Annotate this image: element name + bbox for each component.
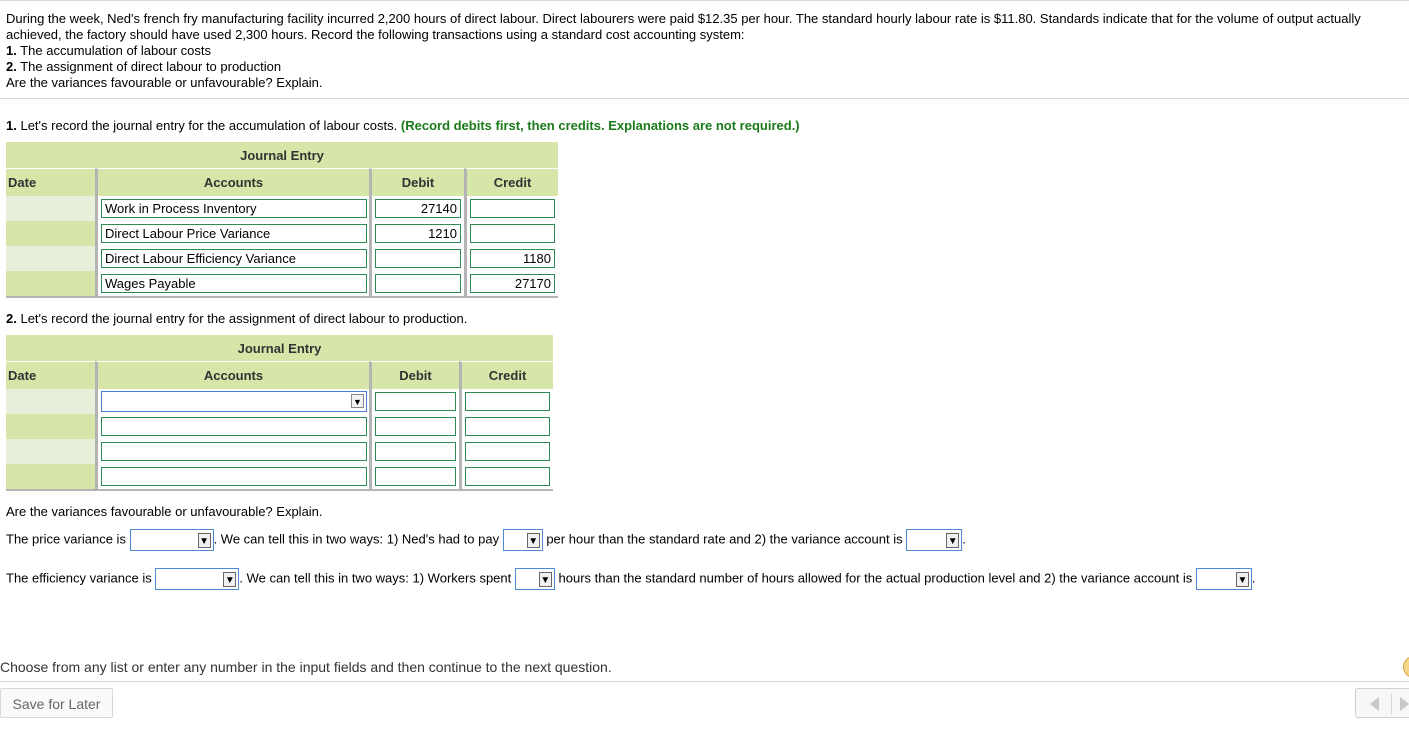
journal-entry-title: Journal Entry (6, 142, 558, 168)
debit-field[interactable] (375, 249, 461, 268)
debit-field[interactable]: 27140 (375, 199, 461, 218)
part-number: 1. (6, 118, 17, 133)
accounts-header: Accounts (95, 168, 369, 196)
journal-row (6, 196, 558, 221)
journal-entry-title: Journal Entry (6, 335, 553, 361)
credit-header: Credit (459, 361, 553, 389)
journal-row (6, 221, 558, 246)
debit-header: Debit (369, 168, 464, 196)
journal-row (6, 246, 558, 271)
credit-field[interactable]: 27170 (470, 274, 555, 293)
part2-prompt-text: Let's record the journal entry for the assignment of direct labour to production. (20, 311, 468, 326)
triangle-down-icon: ▼ (527, 533, 540, 548)
item-text: The accumulation of labour costs (20, 43, 212, 58)
credit-field[interactable] (465, 392, 550, 411)
top-divider (0, 0, 1409, 1)
triangle-down-icon: ▼ (946, 533, 959, 548)
save-for-later-button[interactable]: Save for Later (0, 688, 113, 718)
debit-field[interactable]: 1210 (375, 224, 461, 243)
section-divider (0, 98, 1409, 99)
part-number: 2. (6, 311, 17, 326)
price-text-c: per hour than the standard rate and 2) the variance account is (546, 531, 903, 547)
triangle-down-icon: ▼ (223, 572, 236, 587)
part1-prompt-text: Let's record the journal entry for the accumulation of labour costs. (20, 118, 398, 133)
item-number: 1. (6, 43, 17, 58)
price-account-select[interactable] (906, 529, 962, 551)
account-select[interactable] (101, 391, 367, 412)
price-variance-line (6, 529, 966, 551)
hours-more-fewer-select[interactable] (515, 568, 555, 590)
part3-question: Are the variances favourable or unfavourable? Explain. (6, 504, 323, 519)
eff-text-d: . (1251, 570, 1256, 586)
date-cell (6, 221, 95, 246)
help-icon[interactable] (1403, 656, 1409, 678)
debit-header: Debit (369, 361, 459, 389)
efficiency-variance-select[interactable] (155, 568, 239, 590)
account-field[interactable]: Work in Process Inventory (101, 199, 367, 218)
footer-divider (0, 681, 1409, 682)
debit-field[interactable] (375, 417, 456, 436)
footer-message: Choose from any list or enter any number in the input fields and then continue to the next question. (0, 659, 612, 675)
price-variance-select[interactable] (130, 529, 214, 551)
date-cell (6, 246, 95, 271)
credit-field[interactable] (465, 442, 550, 461)
price-text-a: The price variance is (6, 531, 126, 547)
efficiency-account-select[interactable] (1196, 568, 1252, 590)
debit-field[interactable] (375, 467, 456, 486)
date-cell (6, 271, 95, 298)
account-field[interactable]: Wages Payable (101, 274, 367, 293)
date-header: Date (6, 361, 95, 389)
credit-field[interactable] (465, 467, 550, 486)
question-nav (1355, 688, 1409, 718)
triangle-down-icon: ▼ (198, 533, 211, 548)
triangle-left-icon[interactable] (1370, 697, 1379, 711)
journal-entry-table-1 (6, 142, 558, 298)
journal-row (6, 389, 553, 414)
eff-text-c: hours than the standard number of hours allowed for the actual production level and 2) the variance account is (558, 570, 1193, 586)
date-cell (6, 414, 95, 439)
account-field[interactable] (101, 467, 367, 486)
pay-more-less-select[interactable] (503, 529, 543, 551)
problem-item-2 (6, 59, 1396, 75)
triangle-down-icon: ▼ (351, 394, 364, 408)
date-cell (6, 464, 95, 491)
problem-question: Are the variances favourable or unfavourable? Explain. (6, 75, 323, 90)
journal-row (6, 414, 553, 439)
accounts-header: Accounts (95, 361, 369, 389)
problem-text: During the week, Ned's french fry manufacturing facility incurred 2,200 hours of direct labour. Direct labourers were paid $12.35 per hour. The standard hourly labour rate is $11.80. Standards indicate that for the volume of output actually achieved, the factory should have used 2,300 hours. Record the following transactions using a standard cost accounting system: (6, 11, 1361, 42)
item-number: 2. (6, 59, 17, 74)
part1-instruction: (Record debits first, then credits. Explanations are not required.) (400, 118, 800, 133)
problem-item-1 (6, 43, 1396, 59)
debit-field[interactable] (375, 442, 456, 461)
price-text-d: . (962, 531, 966, 547)
debit-field[interactable] (375, 392, 456, 411)
account-field[interactable]: Direct Labour Efficiency Variance (101, 249, 367, 268)
efficiency-variance-line (6, 568, 1256, 590)
date-cell (6, 196, 95, 221)
account-field[interactable] (101, 442, 367, 461)
credit-field[interactable] (470, 224, 555, 243)
journal-row (6, 271, 558, 298)
date-header: Date (6, 168, 95, 196)
part2-prompt (6, 311, 467, 326)
nav-divider (1391, 693, 1392, 715)
credit-field[interactable] (470, 199, 555, 218)
journal-row (6, 464, 553, 491)
account-field[interactable] (101, 417, 367, 436)
price-text-b: . We can tell this in two ways: 1) Ned's had to pay (213, 531, 500, 547)
triangle-down-icon: ▼ (539, 572, 552, 587)
triangle-right-icon[interactable] (1400, 697, 1409, 711)
eff-text-b: . We can tell this in two ways: 1) Workers spent (239, 570, 512, 586)
credit-header: Credit (464, 168, 558, 196)
triangle-down-icon: ▼ (1236, 572, 1249, 587)
item-text: The assignment of direct labour to production (20, 59, 282, 74)
credit-field[interactable]: 1180 (470, 249, 555, 268)
debit-field[interactable] (375, 274, 461, 293)
eff-text-a: The efficiency variance is (6, 570, 152, 586)
journal-row (6, 439, 553, 464)
credit-field[interactable] (465, 417, 550, 436)
account-field[interactable]: Direct Labour Price Variance (101, 224, 367, 243)
problem-statement (6, 11, 1396, 91)
date-cell (6, 389, 95, 414)
date-cell (6, 439, 95, 464)
journal-entry-table-2 (6, 335, 553, 491)
part1-prompt (6, 118, 800, 133)
